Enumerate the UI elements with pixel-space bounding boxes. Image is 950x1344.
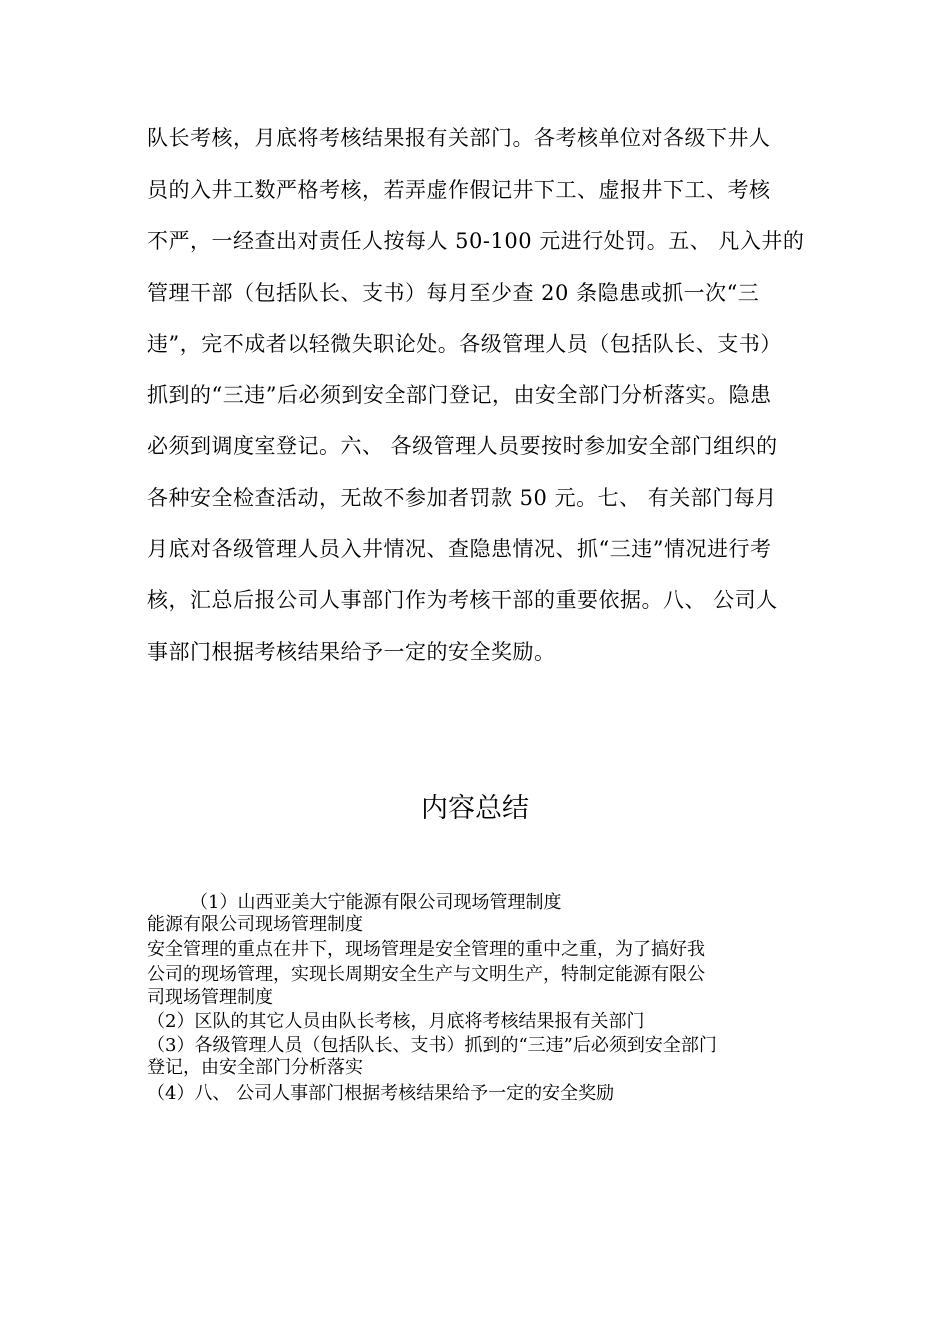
body-line: 各种安全检查活动，无故不参加者罚款 50 元。七、 有关部门每月 xyxy=(147,486,777,510)
summary-line: （3）各级管理人员（包括队长、支书）抓到的“三违”后必须到安全部门 xyxy=(147,1035,717,1056)
body-line: 员的入井工数严格考核，若弄虚作假记井下工、虚报井下工、考核 xyxy=(147,178,771,202)
summary-line: 司现场管理制度 xyxy=(147,987,273,1008)
summary-line: 能源有限公司现场管理制度 xyxy=(147,914,363,935)
summary-line: （4）八、 公司人事部门根据考核结果给予一定的安全奖励 xyxy=(147,1083,615,1104)
body-line: 队长考核，月底将考核结果报有关部门。各考核单位对各级下井人 xyxy=(147,126,771,150)
body-line: 违”，完不成者以轻微失职论处。各级管理人员（包括队长、支书） xyxy=(147,332,782,356)
summary-line: 安全管理的重点在井下，现场管理是安全管理的重中之重，为了搞好我 xyxy=(147,939,705,960)
body-line: 月底对各级管理人员入井情况、查隐患情况、抓“三违”情况进行考 xyxy=(147,537,772,561)
body-line: 抓到的“三违”后必须到安全部门登记，由安全部门分析落实。隐患 xyxy=(147,383,772,407)
body-line: 管理干部（包括队长、支书）每月至少查 20 条隐患或抓一次“三 xyxy=(147,281,760,305)
summary-line: 公司的现场管理，实现长周期安全生产与文明生产，特制定能源有限公 xyxy=(147,964,705,985)
summary-title: 内容总结 xyxy=(421,793,529,824)
summary-line: （2）区队的其它人员由队长考核，月底将考核结果报有关部门 xyxy=(147,1011,645,1032)
body-line: 不严，一经查出对责任人按每人 50-100 元进行处罚。五、 凡入井的 xyxy=(147,229,805,253)
summary-line: 登记，由安全部门分析落实 xyxy=(147,1057,363,1078)
summary-line: （1）山西亚美大宁能源有限公司现场管理制度 xyxy=(190,892,562,913)
body-line: 核，汇总后报公司人事部门作为考核干部的重要依据。八、 公司人 xyxy=(147,588,778,612)
body-line: 必须到调度室登记。六、 各级管理人员要按时参加安全部门组织的 xyxy=(147,434,778,458)
body-line: 事部门根据考核结果给予一定的安全奖励。 xyxy=(147,640,556,664)
